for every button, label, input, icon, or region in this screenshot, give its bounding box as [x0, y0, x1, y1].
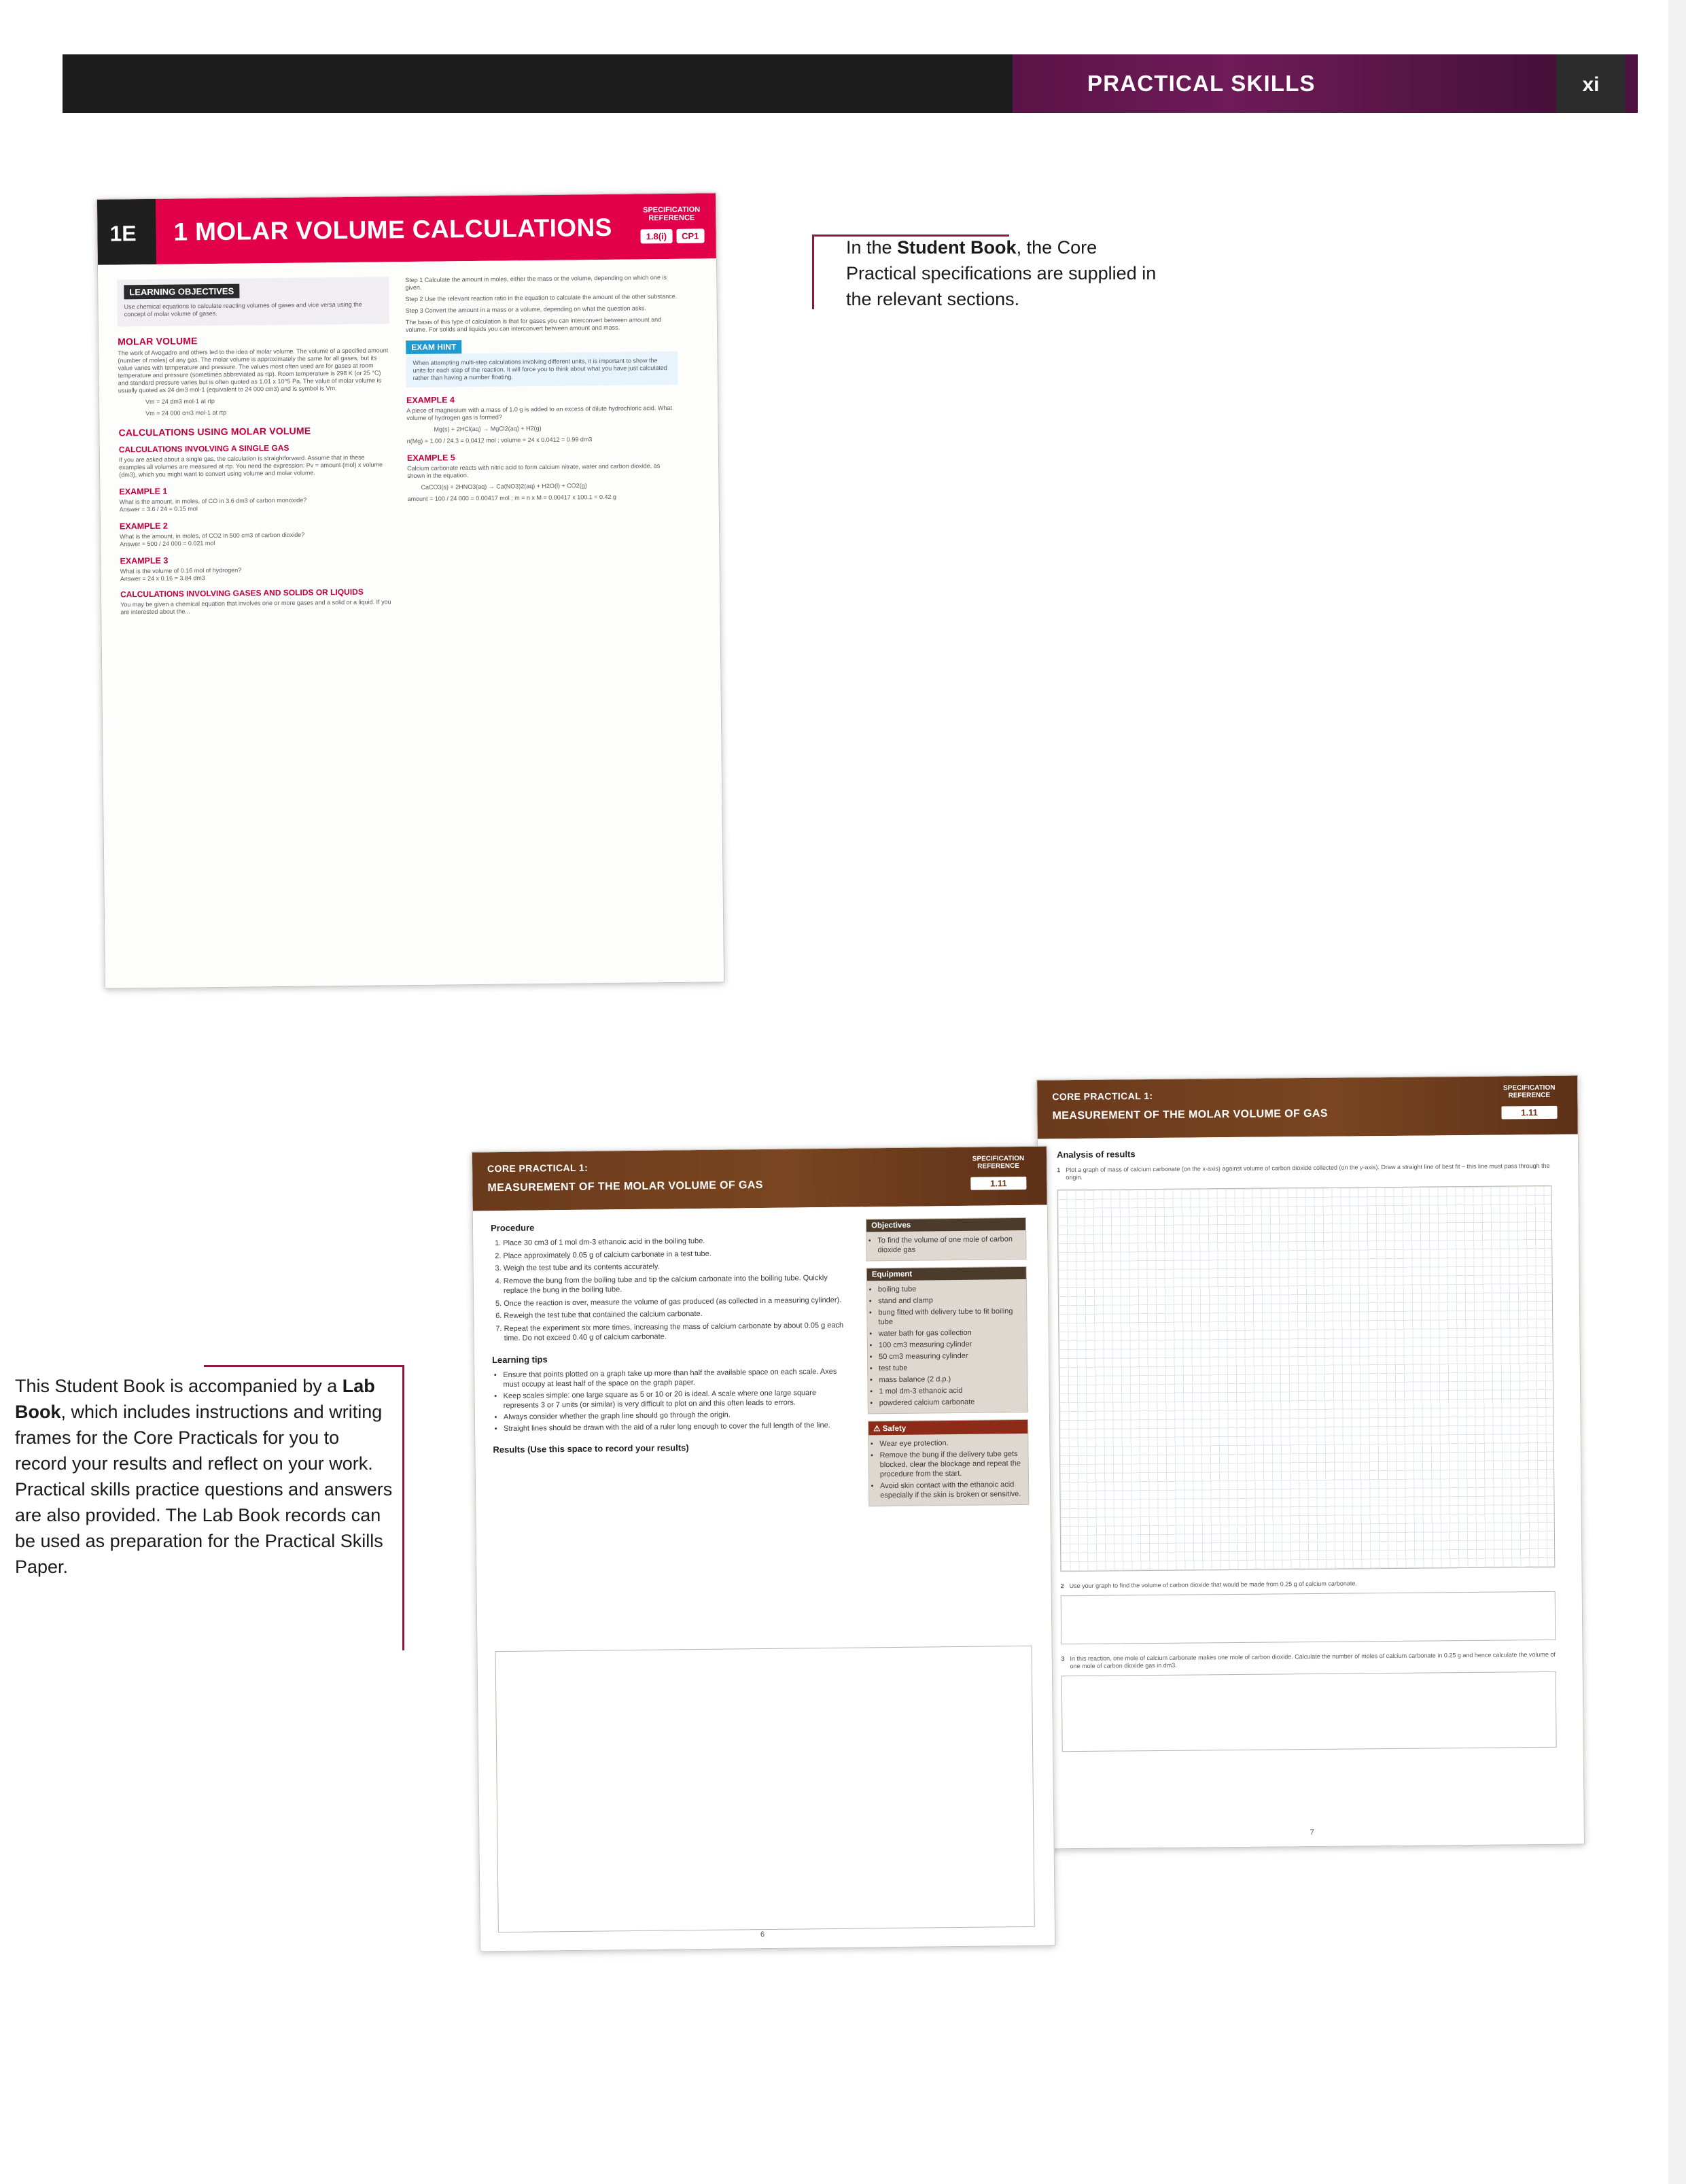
student-book-right-column — [405, 274, 679, 503]
learning-tips-list — [503, 1366, 846, 1433]
procedure-step: 4. Remove the bung from the boiling tube and tip the calcium carbonate into the boiling tube. Quickly replace the bung in the boiling tube. — [504, 1272, 845, 1296]
equipment-item: • 1 mol dm-3 ethanoic acid — [879, 1385, 1028, 1396]
procedure-list — [503, 1235, 845, 1344]
lab-book-right-banner — [1037, 1076, 1578, 1139]
equipment-box — [866, 1266, 1028, 1414]
section-text-molar-volume: The work of Avogadro and others led to the idea of molar volume. The volume of a specified amount (number of moles) of any gas. The molar volume is approximately the same for all gases, but its value varies with temperature and pressure. The values most often used are for gases at room temperature and pressure (sometimes abbreviated as rtp). Room temperature is 298 K (or 25 °C) and standard pressure varies but is often quoted as 1.01 x 10^5 Pa. The value of molar volume is usually quoted as 24 dm3 mol-1 (equivalent to 24 000 cm3) and is symbol is Vm. — [118, 347, 389, 394]
example-3-question: What is the volume of 0.16 mol of hydrogen? — [120, 566, 242, 575]
student-book-spec-ref-label: SPECIFICATION REFERENCE — [643, 205, 701, 223]
safety-box — [868, 1419, 1029, 1506]
learning-objectives-box — [117, 277, 389, 326]
student-book-body — [98, 258, 724, 988]
callout-bottom-rule-vertical — [402, 1365, 404, 1650]
step-text-2: Step 3 Convert the amount in a mass or a volume, depending on what the question asks. — [405, 305, 646, 315]
section-text-single-gas: If you are asked about a single gas, the calculation is straightforward. Assume that in these examples all volumes are measured at rtp. You need the expression: Pv = amount (mol) x volume (dm3), which you might want to convert using volume and molar volume. — [118, 453, 383, 479]
objective-item: • To find the volume of one mole of carbon dioxide gas — [877, 1234, 1025, 1255]
equipment-item: • mass balance (2 d.p.) — [879, 1374, 1027, 1385]
procedure-step: 2. Place approximately 0.05 g of calcium carbonate in a test tube. — [503, 1247, 844, 1261]
equipment-item: • 50 cm3 measuring cylinder — [879, 1351, 1027, 1362]
lab-book-right-spec-value: 1.11 — [1501, 1106, 1557, 1120]
analysis-question-1: Plot a graph of mass of calcium carbonate (on the x-axis) against volume of carbon dioxide collected (on the y-axis). Draw a straight line of best fit – this line must pass through the origin. — [1066, 1162, 1550, 1181]
section-heading-calculations: CALCULATIONS USING MOLAR VOLUME — [118, 425, 311, 438]
learning-objectives-heading: LEARNING OBJECTIVES — [124, 284, 239, 300]
lab-book-left-body — [473, 1205, 1055, 1952]
spec-pill: CP1 — [676, 228, 705, 243]
subheading-gases-solids-liquids: CALCULATIONS INVOLVING GASES AND SOLIDS OR LIQUIDS — [120, 587, 364, 600]
student-book-unit-code: 1E — [109, 221, 137, 246]
procedure-step: 3. Weigh the test tube and its contents accurately. — [504, 1260, 845, 1274]
step-text-1: Step 2 Use the relevant reaction ratio in the equation to calculate the amount of the other substance. — [405, 292, 678, 303]
example-5-answer: amount = 100 / 24 000 = 0.00417 mol ; m = n x M = 0.00417 x 100.1 = 0.42 g — [407, 493, 617, 503]
example-2-question: What is the amount, in moles, of CO2 in 500 cm3 of carbon dioxide? — [120, 531, 305, 540]
student-book-title: 1 MOLAR VOLUME CALCULATIONS — [173, 213, 612, 246]
lab-book-right-banner-line2: MEASUREMENT OF THE MOLAR VOLUME OF GAS — [1052, 1107, 1329, 1122]
learning-tip: • Always consider whether the graph line should go through the origin. — [504, 1408, 846, 1421]
example-3-answer: Answer = 24 x 0.16 = 3.84 dm3 — [120, 574, 205, 583]
learning-tip: • Keep scales simple: one large square as 5 or 10 or 20 is ideal. A scale where one large square represents 3 or 7 units (or similar) is very difficult to plot on and this often leads to errors. — [504, 1387, 846, 1410]
lab-book-left-banner — [472, 1147, 1047, 1211]
example-2-heading: EXAMPLE 2 — [119, 521, 168, 532]
section-heading-molar-volume: MOLAR VOLUME — [118, 335, 198, 347]
safety-item: • Avoid skin contact with the ethanoic acid especially if the skin is broken or sensitive. — [880, 1480, 1028, 1500]
example-1-answer: Answer = 3.6 / 24 = 0.15 mol — [119, 505, 198, 513]
lab-book-right-banner-line1: CORE PRACTICAL 1: — [1052, 1090, 1153, 1103]
section-text-gases-solids-liquids: You may be given a chemical equation that involves one or more gases and a solid or a liquid. If you are interested about the... — [120, 598, 391, 616]
procedure-step: 5. Once the reaction is over, measure the volume of gas produced (as collected in a measuring cylinder). — [504, 1295, 845, 1308]
lab-book-left-page-scan — [472, 1146, 1055, 1952]
lab-book-right-spec-label: SPECIFICATION REFERENCE — [1503, 1084, 1556, 1100]
callout-bottom-prefix: This Student Book is accompanied by a — [15, 1376, 343, 1396]
example-4-heading: EXAMPLE 4 — [406, 395, 455, 406]
objectives-box — [866, 1217, 1027, 1261]
safety-heading — [868, 1420, 1028, 1435]
equipment-item: • test tube — [879, 1362, 1027, 1373]
answer-box-3[interactable] — [1061, 1671, 1557, 1752]
equipment-item: • water bath for gas collection — [879, 1328, 1027, 1338]
lab-book-right-page-number: 7 — [1310, 1828, 1314, 1837]
spec-pill: 1.8(i) — [641, 229, 673, 243]
example-4-question: A piece of magnesium with a mass of 1.0 g is added to an excess of dilute hydrochloric acid. What volume of hydrogen gas is formed? — [406, 404, 672, 422]
exam-hint-text: When attempting multi-step calculations involving different units, it is important to show the units for each step of the reaction. It will force you to think about what you have just calculated rather than having a number floating. — [406, 351, 678, 387]
example-1-heading: EXAMPLE 1 — [119, 486, 168, 497]
equipment-item: • powdered calcium carbonate — [879, 1397, 1028, 1408]
lab-book-left-banner-line1: CORE PRACTICAL 1: — [487, 1162, 589, 1175]
header-edge-accent — [1626, 54, 1638, 113]
step-text-3: The basis of this type of calculation is that for gases you can interconvert between amount and volume. For solids and liquids you can interconvert between amount and mass. — [405, 316, 662, 334]
callout-bottom-suffix: , which includes instructions and writing frames for the Core Practicals for you to record your results and reflect on your work. Practical skills practice questions and answers are also provided. The Lab Book records can be used as preparation for the Practical Skills Paper. — [15, 1402, 393, 1577]
callout-top-bold: Student Book — [897, 237, 1017, 258]
step-text-0: Step 1 Calculate the amount in moles, either the mass or the volume, depending on which one is given. — [405, 274, 667, 292]
callout-bottom-rule-horizontal — [204, 1365, 404, 1367]
analysis-question-3: In this reaction, one mole of calcium carbonate makes one mole of carbon dioxide. Calculate the number of moles of calcium carbonate in 0.25 g and hence calculate the volume of one mole of carbon dioxide gas in dm3. — [1070, 1650, 1556, 1670]
student-book-spec-pills — [631, 228, 713, 243]
exam-hint-block — [406, 338, 678, 387]
analysis-heading: Analysis of results — [1056, 1149, 1136, 1160]
lab-book-left-spec-value: 1.11 — [970, 1177, 1026, 1190]
objectives-heading: Objectives — [866, 1218, 1025, 1232]
lab-book-left-spec-label: SPECIFICATION REFERENCE — [972, 1154, 1025, 1171]
procedure-step: 6. Reweigh the test tube that contained the calcium carbonate. — [504, 1308, 845, 1321]
procedure-heading: Procedure — [490, 1222, 535, 1234]
callout-top-suffix: , the Core Practical specifications are supplied in the relevant sections. — [846, 237, 1157, 309]
lab-book-right-body: Analysis of results 1 Plot a graph of mass of calcium carbonate (on the x-axis) against volume of carbon dioxide collected (on the y-axis). Draw a straight line of best fit – this line must pass through the origin. 2 Use your graph to find the volume of carbon dioxide that would be made from 0.25 g of calcium carbonate. 3 In this reaction, one mole of calcium carbonate makes one mole of carbon dioxide. Calculate the number of moles of calcium carbonate in 0.25 g and hence calculate the volume of one mole of carbon dioxide gas in dm3. 7 — [1038, 1134, 1584, 1849]
callout-bottom-bold: Lab Book — [15, 1376, 375, 1422]
learning-tips-heading: Learning tips — [491, 1353, 548, 1365]
page-header-title: PRACTICAL SKILLS — [1087, 71, 1316, 96]
example-5-question: Calcium carbonate reacts with nitric acid to form calcium nitrate, water and carbon dioxide, as shown in the equation. — [407, 462, 661, 480]
example-5-heading: EXAMPLE 5 — [406, 453, 455, 464]
results-heading: Results (Use this space to record your results) — [493, 1442, 689, 1455]
example-5-equation: CaCO3(s) + 2HNO3(aq) → Ca(NO3)2(aq) + H2O(l) + CO2(g) — [421, 482, 587, 491]
subheading-single-gas: CALCULATIONS INVOLVING A SINGLE GAS — [118, 443, 289, 455]
exam-hint-heading: EXAM HINT — [406, 340, 461, 354]
example-3-heading: EXAMPLE 3 — [120, 555, 169, 566]
equipment-item: • boiling tube — [878, 1283, 1026, 1294]
procedure-step: 1. Place 30 cm3 of 1 mol dm-3 ethanoic acid in the boiling tube. — [503, 1235, 844, 1249]
equipment-heading: Equipment — [867, 1267, 1026, 1281]
analysis-question-2: Use your graph to find the volume of carbon dioxide that would be made from 0.25 g of calcium carbonate. — [1069, 1580, 1357, 1590]
learning-tip: • Ensure that points plotted on a graph take up more than half the available space on each scale. Axes must occupy at least half of the space on the graph paper. — [503, 1366, 845, 1389]
example-1-question: What is the amount, in moles, of CO in 3.6 dm3 of carbon monoxide? — [119, 496, 307, 506]
results-writing-frame[interactable] — [495, 1646, 1035, 1932]
safety-item: • Wear eye protection. — [879, 1438, 1028, 1449]
learning-objectives-text: Use chemical equations to calculate reacting volumes of gases and vice versa using the concept of molar volume of gases. — [124, 300, 362, 318]
equation-vm-dm3: Vm = 24 dm3 mol-1 at rtp — [145, 398, 215, 406]
callout-top-rule-vertical — [812, 235, 814, 309]
student-book-page-scan — [96, 192, 724, 988]
safety-heading-label: Safety — [882, 1424, 907, 1434]
equipment-item: • bung fitted with delivery tube to fit boiling tube — [878, 1306, 1026, 1327]
safety-item: • Remove the bung if the delivery tube gets blocked, clear the blockage and repeat the procedure from the start. — [879, 1449, 1028, 1479]
equation-vm-cm3: Vm = 24 000 cm3 mol-1 at rtp — [145, 409, 227, 417]
procedure-step: 7. Repeat the experiment six more times, increasing the mass of calcium carbonate by about 0.05 g each time. Do not exceed 0.40 g of calcium carbonate. — [504, 1320, 845, 1343]
lab-book-left-page-number: 6 — [760, 1930, 765, 1939]
example-4-answer: n(Mg) = 1.00 / 24.3 = 0.0412 mol ; volume = 24 x 0.0412 = 0.99 dm3 — [406, 436, 593, 445]
page-edge-strip — [1668, 0, 1686, 2184]
callout-student-book — [846, 235, 1165, 312]
example-2-answer: Answer = 500 / 24 000 = 0.021 mol — [120, 540, 215, 548]
lab-book-right-page-scan — [1036, 1075, 1585, 1850]
callout-lab-book — [15, 1373, 396, 1580]
equipment-item: • stand and clamp — [878, 1295, 1026, 1306]
example-4-equation: Mg(s) + 2HCl(aq) → MgCl2(aq) + H2(g) — [434, 424, 542, 433]
lab-book-left-banner-line2: MEASUREMENT OF THE MOLAR VOLUME OF GAS — [487, 1179, 763, 1194]
page-number: xi — [1582, 73, 1600, 96]
student-book-left-column — [117, 277, 392, 616]
graph-paper-area[interactable] — [1057, 1185, 1555, 1572]
callout-top-prefix: In the — [846, 237, 898, 258]
learning-tip: • Straight lines should be drawn with the aid of a ruler long enough to cover the full length of the line. — [504, 1420, 846, 1433]
answer-box-2[interactable] — [1061, 1591, 1556, 1644]
equipment-item: • 100 cm3 measuring cylinder — [879, 1339, 1027, 1350]
warning-triangle-icon: ⚠ — [873, 1425, 881, 1434]
